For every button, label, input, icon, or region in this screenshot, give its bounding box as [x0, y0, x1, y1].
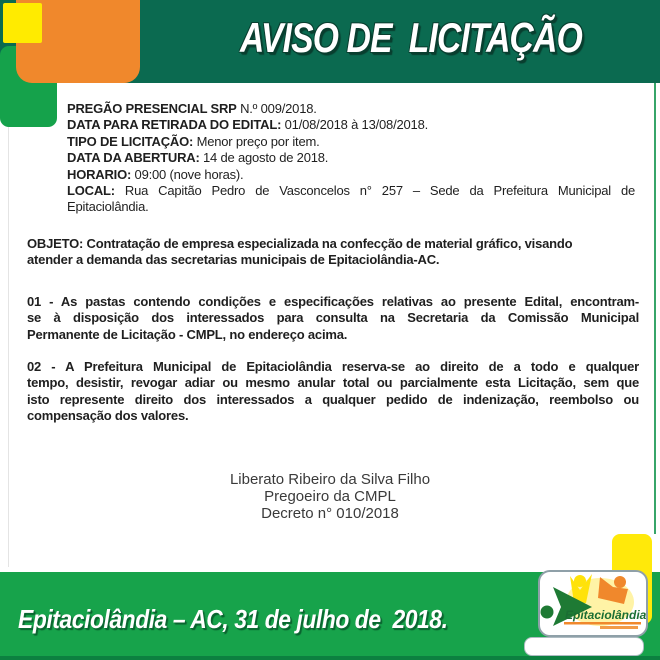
detail-value: Menor preço por item. — [193, 133, 320, 149]
signature-block — [0, 471, 660, 523]
paragraph-line: tempo, desistir, revogar adiar ou mesmo anular total ou parcialmente esta Licitação, sem que — [27, 375, 639, 391]
paragraph-line: compensação dos valores. — [27, 408, 189, 424]
detail-value: 14 de agosto de 2018. — [199, 150, 329, 166]
detail-line — [67, 117, 635, 133]
paragraph-item-01 — [27, 294, 639, 343]
detail-label: PREGÃO PRESENCIAL SRP — [67, 101, 237, 116]
footer-dateline: Epitaciolândia – AC, 31 de julho de 2018. — [18, 604, 448, 634]
detail-line — [67, 183, 635, 199]
page-title: AVISO DE LICITAÇÃO — [240, 14, 582, 61]
detail-label: TIPO DE LICITAÇÃO: — [67, 133, 194, 149]
paragraph-line: 01 - As pastas contendo condições e especificações relativas ao presente Edital, encontram- — [27, 294, 639, 309]
detail-line — [67, 199, 635, 215]
paragraph-line: se à disposição dos interessados para consulta na Secretaria da Comissão Municipal — [27, 310, 639, 326]
detail-line — [67, 134, 635, 150]
paragraph-line: atender a demanda das secretarias municipais de Epitaciolândia-AC. — [27, 252, 440, 268]
paragraph-line: Permanente de Licitação - CMPL, no endereço acima. — [27, 326, 348, 342]
logo-figure-orange-head — [614, 576, 626, 588]
detail-label: DATA PARA RETIRADA DO EDITAL: — [67, 117, 282, 133]
detail-value: N.º 009/2018. — [236, 101, 317, 116]
logo-wordmark: Epitaciolândia — [565, 608, 646, 622]
decor-yellow-square — [3, 3, 42, 43]
logo-sub-box — [524, 637, 644, 656]
detail-value: Epitaciolândia. — [67, 199, 149, 215]
detail-label: DATA DA ABERTURA: — [67, 150, 200, 166]
signature-role: Pregoeiro da CMPL — [264, 488, 396, 506]
logo-figure-green-head — [541, 606, 554, 619]
city-logo-icon — [540, 572, 646, 635]
signature-name: Liberato Ribeiro da Silva Filho — [229, 471, 431, 488]
detail-label: LOCAL: — [67, 182, 115, 198]
detail-label: HORARIO: — [67, 166, 132, 182]
detail-line — [67, 101, 635, 117]
detail-value: Rua Capitão Pedro de Vasconcelos n° 257 – Sede da Prefeitura Municipal de — [114, 182, 635, 198]
signature-decree: Decreto n° 010/2018 — [261, 505, 399, 523]
paragraph-line: 02 - A Prefeitura Municipal de Epitaciolândia reserva-se ao direito de a todo e qualquer — [27, 359, 639, 374]
auction-details — [67, 101, 635, 216]
paragraph-item-02 — [27, 359, 639, 425]
epitaciolandia-logo — [538, 570, 648, 637]
detail-value: 01/08/2018 à 13/08/2018. — [281, 117, 429, 133]
logo-tagline-mark — [600, 626, 638, 629]
right-edge-line — [654, 83, 656, 534]
detail-value: 09:00 (nove horas). — [131, 166, 244, 182]
footer-banner-dark-edge — [0, 656, 660, 660]
paragraph-objeto — [27, 236, 639, 269]
detail-line — [67, 150, 635, 166]
paragraph-line: OBJETO: Contratação de empresa especializada na confecção de material gráfico, visando — [27, 236, 573, 251]
paragraph-line: isto represente direito dos interessados a qualquer pedido de indenização, reembolso ou — [27, 391, 639, 407]
detail-line — [67, 167, 635, 183]
logo-underline — [564, 622, 641, 625]
